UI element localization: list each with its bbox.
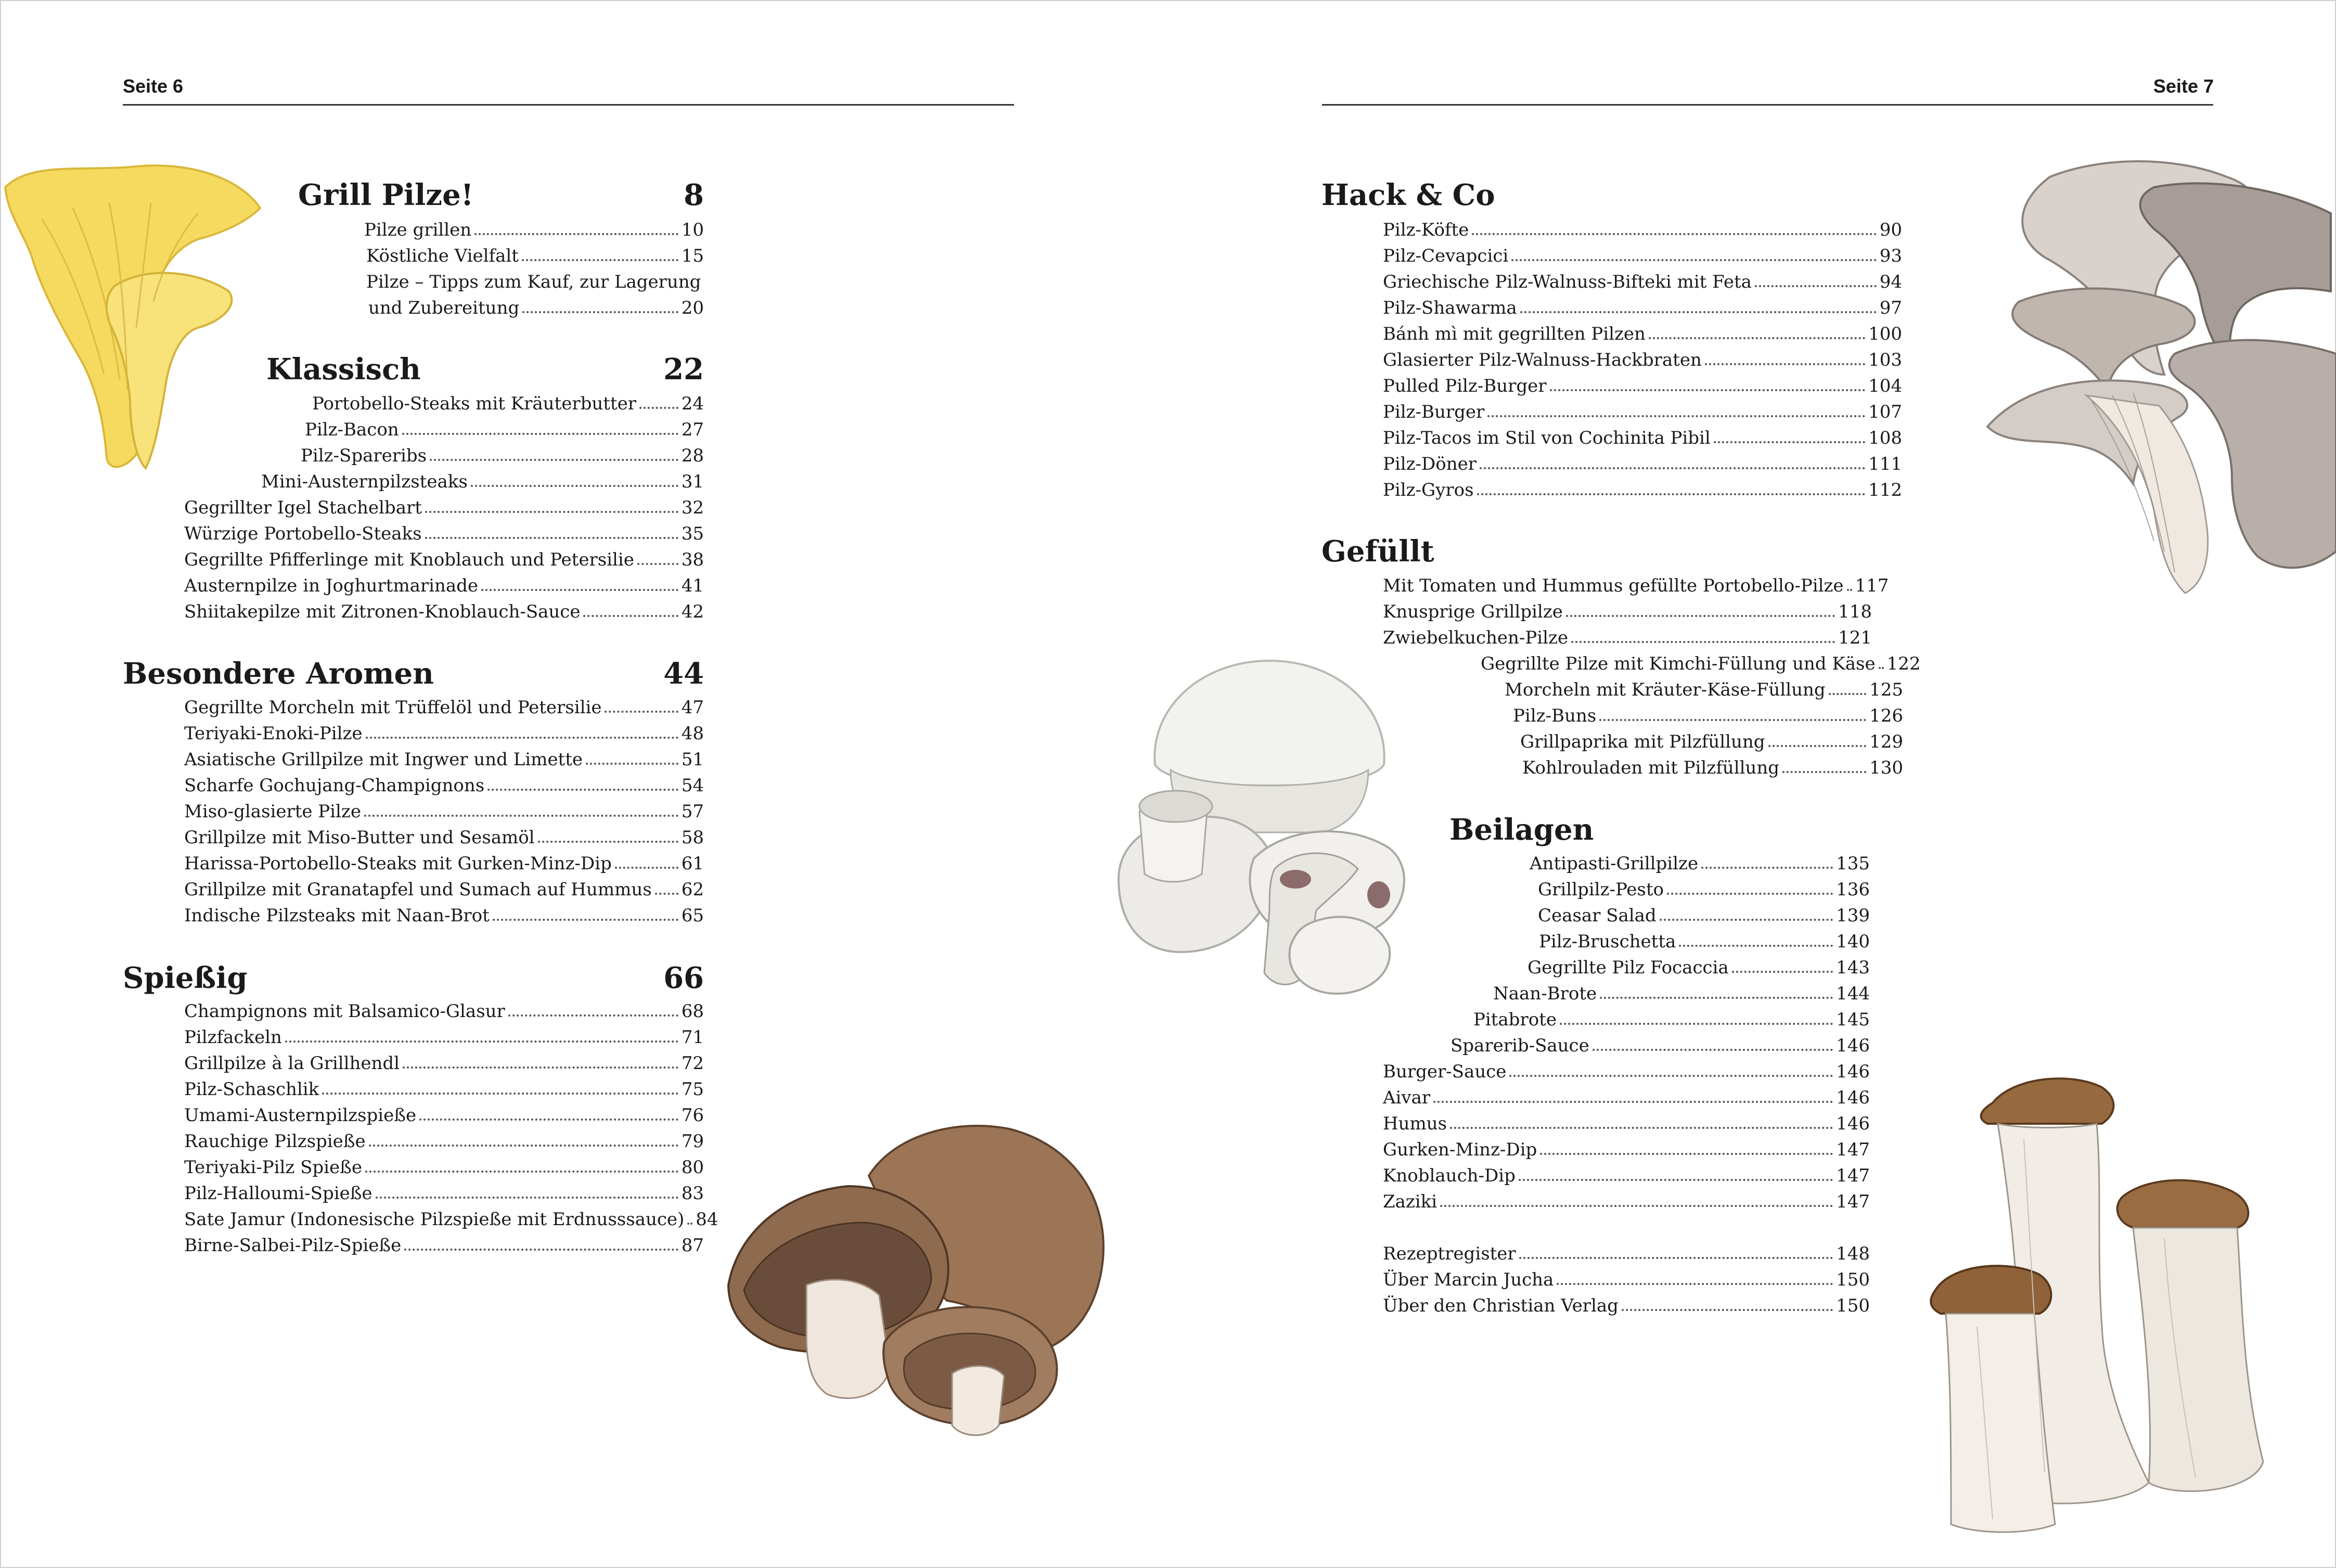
header-rule-left: [123, 104, 1014, 106]
toc-entry[interactable]: Asiatische Grillpilze mit Ingwer und Limette 51: [184, 749, 704, 770]
king-oyster-mushroom-illustration: [1930, 1066, 2300, 1535]
section-title: Hack & Co: [1321, 178, 1495, 212]
page-label-left: Seite 6: [123, 75, 184, 97]
toc-section-klassisch: [266, 354, 704, 385]
toc-entry[interactable]: Pilze – Tipps zum Kauf, zur Lagerung: [366, 272, 701, 292]
toc-entry[interactable]: Griechische Pilz-Walnuss-Bifteki mit Feta 94: [1383, 272, 1902, 292]
toc-entry[interactable]: Antipasti-Grillpilze 135: [1530, 853, 1870, 874]
header-rule-right: [1322, 104, 2213, 106]
toc-entry[interactable]: Pilz-Gyros 112: [1383, 480, 1902, 500]
section-title: Spießig: [123, 961, 248, 995]
toc-entry[interactable]: Über Marcin Jucha 150: [1383, 1269, 1870, 1290]
toc-entry[interactable]: Mit Tomaten und Hummus gefüllte Portobello-Pilze 117: [1383, 575, 1889, 596]
toc-section-besondere-aromen: [123, 658, 704, 689]
toc-entry[interactable]: Pilz-Buns 126: [1513, 705, 1903, 726]
toc-entry[interactable]: Pulled Pilz-Burger 104: [1383, 376, 1902, 396]
toc-entry[interactable]: Shiitakepilze mit Zitronen-Knoblauch-Sauce 42: [184, 601, 704, 622]
section-page: 44: [663, 657, 704, 691]
toc-entry[interactable]: Teriyaki-Pilz Spieße 80: [184, 1157, 704, 1178]
toc-entry[interactable]: und Zubereitung 20: [368, 298, 704, 318]
toc-entry[interactable]: Zwiebelkuchen-Pilze 121: [1383, 627, 1872, 648]
toc-entry[interactable]: Pilz-Tacos im Stil von Cochinita Pibil 108: [1383, 428, 1902, 448]
toc-entry[interactable]: Glasierter Pilz-Walnuss-Hackbraten 103: [1383, 350, 1902, 370]
toc-entry[interactable]: Pilz-Bruschetta 140: [1539, 931, 1870, 952]
toc-entry[interactable]: Pilz-Cevapcici 93: [1383, 246, 1902, 266]
toc-entry[interactable]: Gegrillte Morcheln mit Trüffelöl und Petersilie 47: [184, 697, 704, 718]
brown-mushroom-illustration: [697, 1113, 1134, 1446]
toc-entry[interactable]: Grillpilze à la Grillhendl 72: [184, 1053, 704, 1074]
section-title: Beilagen: [1449, 813, 1594, 847]
toc-entry[interactable]: Pilz-Shawarma 97: [1383, 298, 1902, 318]
section-title: Klassisch: [266, 352, 421, 387]
toc-section-spiessig: [123, 962, 704, 994]
toc-entry[interactable]: Grillpilz-Pesto 136: [1538, 879, 1870, 900]
toc-entry[interactable]: Champignons mit Balsamico-Glasur 68: [184, 1001, 704, 1022]
toc-section-grill-pilze: [298, 179, 704, 211]
toc-entry[interactable]: Gegrillte Pilz Focaccia 143: [1528, 957, 1870, 978]
toc-entry[interactable]: Knusprige Grillpilze 118: [1383, 601, 1872, 622]
toc-entry[interactable]: Pilzfackeln 71: [184, 1027, 704, 1048]
toc-entry[interactable]: Kohlrouladen mit Pilzfüllung 130: [1522, 757, 1903, 778]
toc-entry[interactable]: Morcheln mit Kräuter-Käse-Füllung 125: [1505, 679, 1903, 700]
toc-entry[interactable]: Pilz-Burger 107: [1383, 402, 1902, 422]
toc-entry[interactable]: Aivar 146: [1383, 1087, 1870, 1108]
section-title: Grill Pilze!: [298, 178, 474, 212]
section-title: Besondere Aromen: [123, 657, 434, 691]
toc-entry[interactable]: Umami-Austernpilzspieße 76: [184, 1105, 704, 1126]
toc-section-hack-co: [1321, 179, 1902, 211]
section-page: 22: [663, 352, 704, 387]
toc-entry[interactable]: Grillpilze mit Granatapfel und Sumach auf Hummus 62: [184, 879, 704, 900]
toc-entry[interactable]: Birne-Salbei-Pilz-Spieße 87: [184, 1235, 704, 1256]
toc-entry[interactable]: Burger-Sauce 146: [1383, 1061, 1870, 1082]
toc-entry[interactable]: Rauchige Pilzspieße 79: [184, 1131, 704, 1152]
toc-entry[interactable]: Miso-glasierte Pilze 57: [184, 801, 704, 822]
toc-entry[interactable]: Teriyaki-Enoki-Pilze 48: [184, 723, 704, 744]
toc-entry[interactable]: Austernpilze in Joghurtmarinade 41: [184, 575, 704, 596]
section-title: Gefüllt: [1321, 534, 1434, 569]
oyster-mushroom-illustration: [1987, 156, 2336, 614]
toc-entry[interactable]: Naan-Brote 144: [1493, 983, 1870, 1004]
toc-entry[interactable]: Rezeptregister 148: [1383, 1243, 1870, 1264]
toc-entry[interactable]: Gegrillte Pfifferlinge mit Knoblauch und Petersilie 38: [184, 549, 704, 570]
toc-entry[interactable]: Sparerib-Sauce 146: [1451, 1035, 1870, 1056]
section-page: 66: [663, 961, 704, 995]
toc-entry[interactable]: Grillpilze mit Miso-Butter und Sesamöl 58: [184, 827, 704, 848]
toc-entry[interactable]: Harissa-Portobello-Steaks mit Gurken-Minz-Dip 61: [184, 853, 704, 874]
toc-entry[interactable]: Knoblauch-Dip 147: [1383, 1165, 1870, 1186]
toc-entry[interactable]: Über den Christian Verlag 150: [1383, 1295, 1870, 1316]
toc-entry[interactable]: Würzige Portobello-Steaks 35: [184, 523, 704, 544]
toc-entry[interactable]: Pilz-Köfte 90: [1383, 220, 1902, 240]
toc-entry[interactable]: Köstliche Vielfalt 15: [366, 246, 704, 266]
toc-section-beilagen: [1449, 814, 1902, 845]
toc-entry[interactable]: Pitabrote 145: [1473, 1009, 1870, 1030]
toc-entry[interactable]: Indische Pilzsteaks mit Naan-Brot 65: [184, 905, 704, 926]
toc-entry[interactable]: Gegrillte Pilze mit Kimchi-Füllung und Käse 122: [1481, 653, 1921, 674]
toc-entry[interactable]: Sate Jamur (Indonesische Pilzspieße mit Erdnusssauce) 84: [184, 1209, 718, 1230]
toc-entry[interactable]: Pilz-Döner 111: [1383, 454, 1902, 474]
white-button-mushroom-illustration: [1098, 650, 1457, 1014]
toc-entry[interactable]: Humus 146: [1383, 1113, 1870, 1134]
toc-section-gefuellt: [1321, 536, 1902, 567]
page-label-right: Seite 7: [2153, 75, 2214, 97]
toc-entry[interactable]: Ceasar Salad 139: [1538, 905, 1870, 926]
toc-entry[interactable]: Gegrillter Igel Stachelbart 32: [184, 497, 704, 518]
toc-entry[interactable]: Portobello-Steaks mit Kräuterbutter 24: [312, 393, 704, 414]
toc-entry[interactable]: Pilze grillen 10: [364, 220, 704, 240]
toc-entry[interactable]: Bánh mì mit gegrillten Pilzen 100: [1383, 324, 1902, 344]
toc-entry[interactable]: Mini-Austernpilzsteaks 31: [261, 471, 704, 492]
toc-entry[interactable]: Pilz-Spareribs 28: [301, 445, 704, 466]
section-page: 8: [684, 178, 704, 212]
toc-entry[interactable]: Pilz-Bacon 27: [305, 419, 704, 440]
toc-entry[interactable]: Pilz-Schaschlik 75: [184, 1079, 704, 1100]
toc-entry[interactable]: Zaziki 147: [1383, 1191, 1870, 1212]
toc-entry[interactable]: Scharfe Gochujang-Champignons 54: [184, 775, 704, 796]
chanterelle-illustration: [0, 156, 281, 479]
toc-entry[interactable]: Gurken-Minz-Dip 147: [1383, 1139, 1870, 1160]
toc-entry[interactable]: Pilz-Halloumi-Spieße 83: [184, 1183, 704, 1204]
toc-entry[interactable]: Grillpaprika mit Pilzfüllung 129: [1520, 731, 1903, 752]
